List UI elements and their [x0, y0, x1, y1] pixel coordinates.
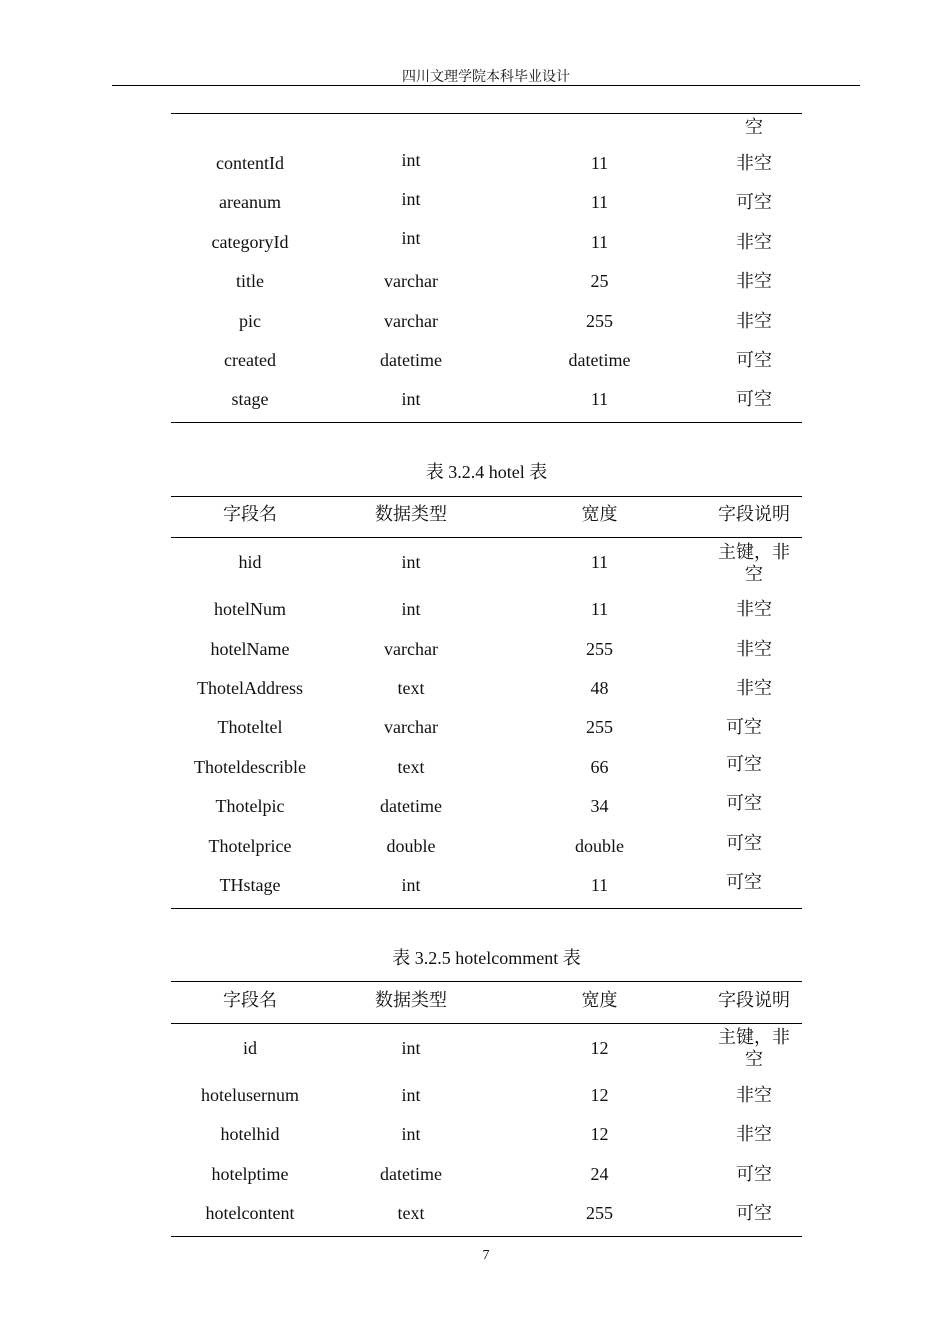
field-name-cell: pic [239, 311, 261, 331]
table-header-rule [171, 537, 802, 538]
width-cell: 48 [590, 678, 609, 698]
description-cell: 非空 [736, 271, 772, 291]
width-cell: 11 [590, 232, 609, 252]
width-cell: 12 [590, 1124, 609, 1144]
width-cell: 12 [590, 1038, 609, 1058]
width-cell: 11 [590, 599, 609, 619]
description-cell: 非空 [736, 153, 772, 173]
data-type-cell: varchar [384, 639, 438, 659]
data-type-cell: int [401, 150, 421, 170]
table-caption: 表 3.2.4 hotel 表 [425, 462, 548, 482]
data-type-cell: text [397, 1203, 425, 1223]
data-type-cell: int [401, 552, 421, 572]
description-cell: 主键，非空 [718, 542, 790, 584]
field-name-cell: categoryId [211, 232, 289, 252]
description-cell: 非空 [736, 678, 772, 698]
header-data-type: 数据类型 [375, 990, 447, 1010]
header-field-name: 字段名 [223, 504, 277, 524]
width-cell: 11 [590, 192, 609, 212]
data-type-cell: datetime [380, 1164, 442, 1184]
field-name-cell: hotelptime [211, 1164, 289, 1184]
description-cell: 可空 [736, 1203, 772, 1223]
data-type-cell: int [401, 389, 421, 409]
description-cell: 可空 [726, 717, 762, 737]
table-top-rule [171, 981, 802, 982]
description-cell: 非空 [736, 639, 772, 659]
header-width: 宽度 [581, 990, 618, 1010]
data-type-cell: int [401, 189, 421, 209]
data-type-cell: int [401, 1124, 421, 1144]
table-bottom-rule [171, 1236, 802, 1237]
table-header-rule [171, 1023, 802, 1024]
description-cell: 非空 [736, 232, 772, 252]
page-header-title: 四川文理学院本科毕业设计 [402, 70, 570, 85]
description-cell: 可空 [726, 793, 762, 813]
width-cell: 255 [586, 311, 613, 331]
data-type-cell: int [401, 228, 421, 248]
field-name-cell: ThotelAddress [197, 678, 303, 698]
field-name-cell: contentId [216, 153, 284, 173]
table-bottom-rule [171, 908, 802, 909]
field-name-cell: hotelusernum [201, 1085, 299, 1105]
field-name-cell: Thotelprice [208, 836, 292, 856]
description-cell: 可空 [726, 754, 762, 774]
table-top-rule [171, 496, 802, 497]
header-description: 字段说明 [718, 504, 790, 524]
table-bottom-rule [171, 422, 802, 423]
field-name-cell: hotelcontent [205, 1203, 295, 1223]
description-cell: 可空 [736, 1164, 772, 1184]
continued-cell-note: 空 [745, 117, 763, 137]
width-cell: 11 [590, 153, 609, 173]
data-type-cell: datetime [380, 796, 442, 816]
data-type-cell: int [401, 1085, 421, 1105]
width-cell: 34 [590, 796, 609, 816]
field-name-cell: hotelName [210, 639, 290, 659]
data-type-cell: varchar [384, 717, 438, 737]
table-top-rule [171, 113, 802, 114]
description-cell: 可空 [736, 350, 772, 370]
data-type-cell: text [397, 678, 425, 698]
field-name-cell: id [242, 1038, 257, 1058]
field-name-cell: created [224, 350, 276, 370]
data-type-cell: int [401, 1038, 421, 1058]
data-type-cell: varchar [384, 271, 438, 291]
field-name-cell: Thoteltel [217, 717, 283, 737]
description-cell: 可空 [736, 192, 772, 212]
data-type-cell: varchar [384, 311, 438, 331]
width-cell: 11 [590, 875, 609, 895]
width-cell: datetime [568, 350, 631, 370]
data-type-cell: int [401, 875, 421, 895]
header-rule [112, 85, 860, 86]
width-cell: 25 [590, 271, 609, 291]
width-cell: 66 [590, 757, 609, 777]
description-cell: 非空 [736, 1085, 772, 1105]
description-cell: 可空 [726, 833, 762, 853]
width-cell: double [575, 836, 624, 856]
width-cell: 24 [590, 1164, 609, 1184]
description-cell: 非空 [736, 599, 772, 619]
field-name-cell: stage [231, 389, 269, 409]
width-cell: 255 [586, 1203, 613, 1223]
description-cell: 可空 [726, 872, 762, 892]
description-cell: 非空 [736, 311, 772, 331]
header-data-type: 数据类型 [375, 504, 447, 524]
field-name-cell: title [236, 271, 264, 291]
field-name-cell: areanum [219, 192, 281, 212]
description-cell: 非空 [736, 1124, 772, 1144]
table-caption: 表 3.2.5 hotelcomment 表 [392, 948, 581, 968]
header-description: 字段说明 [718, 990, 790, 1010]
data-type-cell: int [401, 599, 421, 619]
description-cell: 可空 [736, 389, 772, 409]
width-cell: 255 [586, 717, 613, 737]
header-width: 宽度 [581, 504, 618, 524]
data-type-cell: text [397, 757, 425, 777]
data-type-cell: datetime [380, 350, 442, 370]
data-type-cell: double [386, 836, 436, 856]
width-cell: 11 [590, 552, 609, 572]
width-cell: 11 [590, 389, 609, 409]
field-name-cell: hid [238, 552, 262, 572]
header-field-name: 字段名 [223, 990, 277, 1010]
width-cell: 255 [586, 639, 613, 659]
field-name-cell: hotelNum [214, 599, 286, 619]
field-name-cell: Thotelpic [215, 796, 285, 816]
field-name-cell: hotelhid [220, 1124, 280, 1144]
field-name-cell: Thoteldescrible [194, 757, 306, 777]
page-number: 7 [482, 1248, 490, 1263]
description-cell: 主键，非空 [718, 1027, 790, 1069]
field-name-cell: THstage [219, 875, 281, 895]
width-cell: 12 [590, 1085, 609, 1105]
